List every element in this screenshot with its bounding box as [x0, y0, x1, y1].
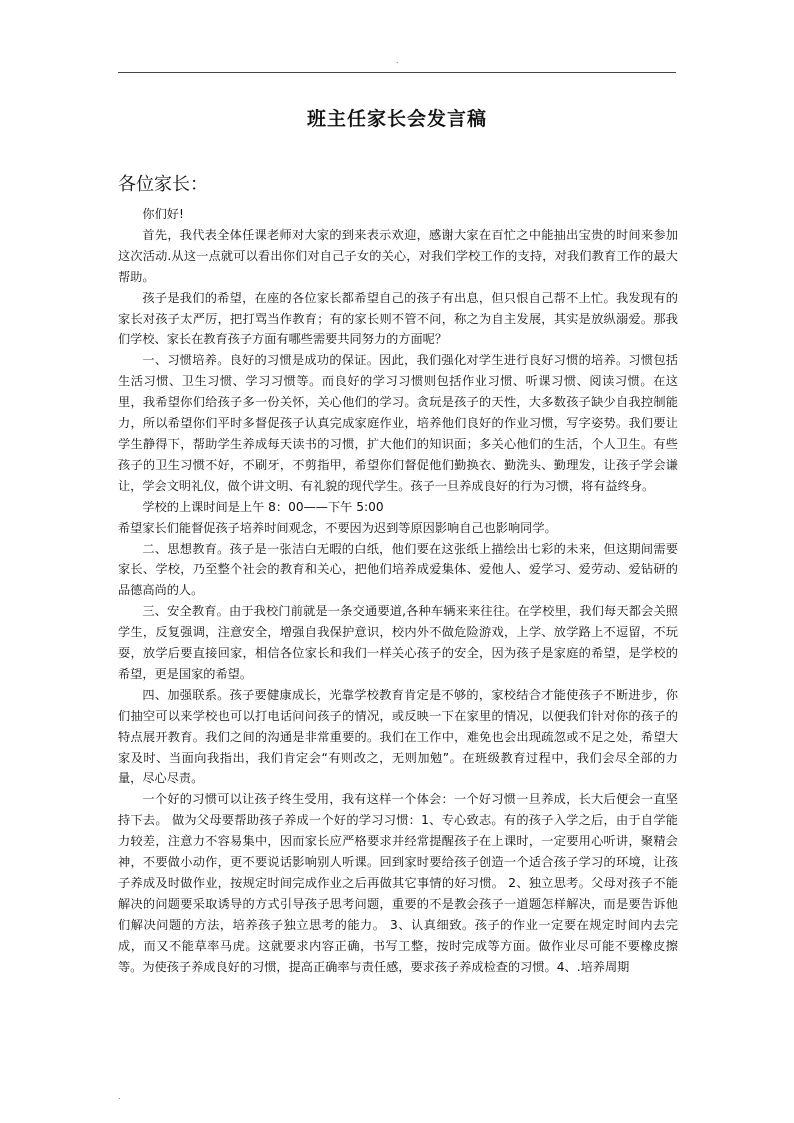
- header-mark: .: [396, 56, 399, 65]
- salutation: 各位家长：: [118, 174, 208, 195]
- paragraph-study-habits: 一个好的习惯可以让孩子终生受用，我有这样一个体会：一个好习惯一旦养成，长大后便会一直坚持下去。 做为父母要帮助孩子养成一个好的学习习惯：1、专心致志。有的孩子入学之后，由于自学能力较差，注意力不容易集中，因而家长应严格要求并经常提醒孩子在上课时，一定要用心听讲，聚精会神，不要做小动作，更不要说话影响别人听课。回到家时要给孩子创造一个适合孩子学习的环境，让孩子养成及时做作业，按规定时间完成作业之后再做其它事情的好习惯。 2、独立思考。父母对孩子不能解决的问题要采取诱导的方式引导孩子思考问题，重要的不是教会孩子一道题怎样解决，而是要告诉他们解决问题的方法，培养孩子独立思考的能力。 3、认真细致。孩子的作业一定要在规定时间内去完成，而又不能草率马虎。这就要求内容正确，书写工整，按时完成等方面。做作业尽可能不要橡皮擦等。为使孩子养成良好的习惯，提高正确率与责任感，要求孩子养成检查的习惯。4、.培养周期: [118, 792, 678, 974]
- header-rule: [118, 72, 676, 73]
- paragraph-safety: 三、安全教育。由于我校门前就是一条交通要道,各种车辆来来往往。在学校里，我们每天都会关照学生，反复强调，注意安全，增强自我保护意识，校内外不做危险游戏，上学、放学路上不逗留，不玩耍，放学后要直接回家，相信各位家长和我们一样关心孩子的安全，因为孩子是家庭的希望，是学校的希望，更是国家的希望。: [118, 604, 678, 681]
- paragraph-communication: 四、加强联系。孩子要健康成长，光靠学校教育肯定是不够的，家校结合才能使孩子不断进步，你们抽空可以来学校也可以打电话问问孩子的情况，或反映一下在家里的情况，以便我们针对你的孩子的特点展开教育。我们之间的沟通是非常重要的。我们在工作中，难免也会出现疏忽或不足之处，希望大家及时、当面向我指出，我们肯定会“有则改之，无则加勉”。在班级教育过程中，我们会尽全部的力量，尽心尽责。: [118, 687, 678, 786]
- paragraph-punctuality: 希望家长们能督促孩子培养时间观念，不要因为迟到等原因影响自己也影响同学。: [118, 520, 557, 535]
- paragraph-hope: 孩子是我们的希望，在座的各位家长都希望自己的孩子有出息，但只恨自己帮不上忙。我发现有的家长对孩子太严厉，把打骂当作教育；有的家长则不管不问，称之为自主发展，其实是放纵溺爱。那我们学校、家长在教育孩子方面有哪些需要共同努力的方面呢？: [118, 290, 678, 347]
- paragraph-greeting: 你们好!: [142, 207, 184, 221]
- paragraph-moral-education: 二、思想教育。孩子是一张洁白无暇的白纸，他们要在这张纸上描绘出七彩的未来，但这期间需要家长、学校，乃至整个社会的教育和关心，把他们培养成爱集体、爱他人、爱学习、爱劳动、爱钻研的品德高尚的人。: [118, 541, 678, 598]
- footer-mark: .: [118, 1092, 121, 1101]
- paragraph-schedule: 学校的上课时间是上午 8：00——下午 5:00: [142, 499, 384, 514]
- paragraph-habits: 一、习惯培养。良好的习惯是成功的保证。因此，我们强化对学生进行良好习惯的培养。习惯包括生活习惯、卫生习惯、学习习惯等。而良好的学习习惯则包括作业习惯、听课习惯、阅读习惯。在这里，我希望你们给孩子多一份关怀，关心他们的学习。贪玩是孩子的天性，大多数孩子缺少自我控制能力，所以希望你们平时多督促孩子认真完成家庭作业，培养他们良好的作业习惯，写字姿势。我们要让学生静得下，帮助学生养成每天读书的习惯，扩大他们的知识面；多关心他们的生活，个人卫生。有些孩子的卫生习惯不好，不刷牙，不剪指甲，希望你们督促他们勤换衣、勤洗头、勤理发，让孩子学会谦让，学会文明礼仪，做个讲文明、有礼貌的现代学生。孩子一旦养成良好的行为习惯，将有益终身。: [118, 353, 678, 493]
- document-body: [118, 204, 678, 978]
- paragraph-welcome: 首先，我代表全体任课老师对大家的到来表示欢迎，感谢大家在百忙之中能抽出宝贵的时间来参加这次活动.从这一点就可以看出你们对自己子女的关心，对我们学校工作的支持，对我们教育工作的最大帮助。: [118, 227, 678, 284]
- document-title: 班主任家长会发言稿: [306, 108, 487, 130]
